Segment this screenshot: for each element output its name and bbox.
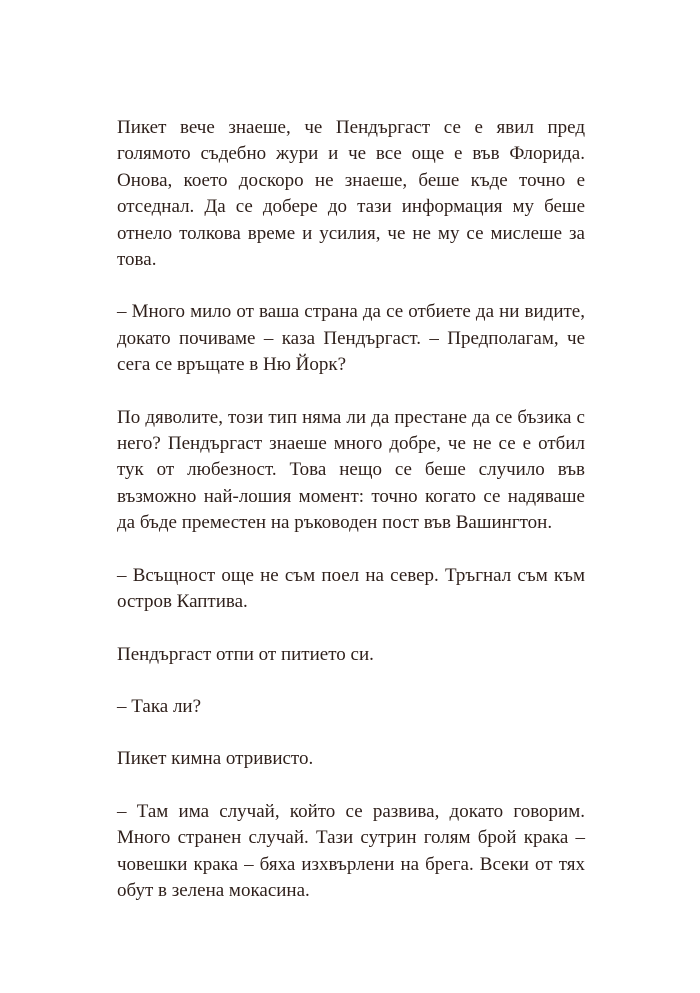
paragraph: – Много мило от ваша страна да се отбиете да ни видите, докато почиваме – каза Пендъргаст. – Предполагам, че сега се връщате в Ню Йорк?	[117, 301, 585, 376]
page-body	[117, 115, 585, 930]
paragraph: Пикет кимна отривисто.	[117, 748, 314, 770]
paragraph: – Там има случай, който се развива, докато говорим. Много странен случай. Тази сутрин голям брой крака – човешки крака – бяха изхвърлени на брега. Всеки от тях обут в зелена мокасина.	[117, 800, 585, 901]
paragraph: По дяволите, този тип няма ли да престане да се бъзика с него? Пендъргаст знаеше много добре, че не се е отбил тук от любезност. Това нещо се беше случило във възможно най-лошия момент: точно когато се надяваше да бъде преместен на ръководен пост във Вашингтон.	[117, 406, 585, 534]
paragraph: Пикет вече знаеше, че Пендъргаст се е явил пред голямото съдебно жури и че все още е във Флорида. Онова, което доскоро не знаеше, беше къде точно е отседнал. Да се добере до тази информация му беше отнело толкова време и усилия, че не му се мислеше за това.	[117, 117, 585, 271]
paragraph: Пендъргаст отпи от питието си.	[117, 643, 374, 665]
paragraph: – Така ли?	[117, 695, 202, 717]
paragraph: – Всъщност още не съм поел на север. Тръгнал съм към остров Каптива.	[117, 564, 585, 613]
